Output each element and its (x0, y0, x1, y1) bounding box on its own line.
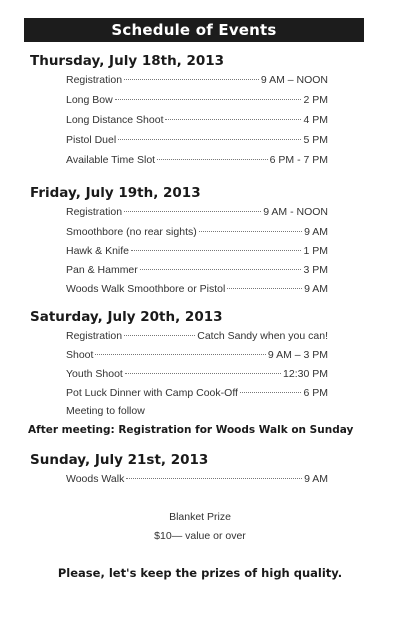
prize-title: Blanket Prize (169, 511, 231, 523)
event-label: Hawk & Knife (66, 245, 130, 257)
event-row (66, 283, 328, 299)
event-time: 9 AM - NOON (263, 206, 328, 218)
leader-dots (157, 159, 268, 160)
event-label: Registration (66, 206, 123, 218)
event-label: Available Time Slot (66, 154, 156, 166)
leader-dots (124, 335, 195, 336)
leader-dots (227, 288, 302, 289)
page-title: Schedule of Events (24, 18, 364, 42)
event-time: 4 PM (303, 114, 328, 126)
event-row (66, 264, 328, 280)
event-row (66, 206, 328, 222)
leader-dots (240, 392, 302, 393)
event-time: 6 PM (303, 387, 328, 399)
event-label: Youth Shoot (66, 368, 123, 380)
event-row (66, 473, 328, 489)
event-time: 2 PM (303, 94, 328, 106)
event-time: 9 AM – 3 PM (267, 349, 328, 361)
event-label: Pan & Hammer (66, 264, 138, 276)
event-label: Woods Walk Smoothbore or Pistol (66, 283, 226, 295)
event-time: 3 PM (303, 264, 328, 276)
event-row (66, 245, 328, 261)
leader-dots (125, 373, 281, 374)
event-row (66, 154, 328, 170)
event-row (66, 114, 328, 130)
registration-note: After meeting: Registration for Woods Walk on Sunday (28, 424, 354, 436)
event-label: Registration (66, 330, 123, 342)
leader-dots (124, 79, 259, 80)
event-time: 12:30 PM (283, 368, 328, 380)
day-heading-saturday: Saturday, July 20th, 2013 (30, 309, 223, 325)
leader-dots (199, 231, 302, 232)
leader-dots (126, 478, 302, 479)
event-row (66, 74, 328, 90)
event-label: Shoot (66, 349, 94, 361)
event-label: Long Bow (66, 94, 113, 106)
event-time: 9 AM (304, 283, 328, 295)
event-label: Woods Walk (66, 473, 125, 485)
event-row (66, 330, 328, 346)
leader-dots (124, 211, 261, 212)
event-label: Pistol Duel (66, 134, 117, 146)
event-row (66, 349, 328, 365)
event-time: 9 AM – NOON (260, 74, 328, 86)
leader-dots (131, 250, 301, 251)
event-time: 9 AM (304, 473, 328, 485)
event-time: 9 AM (304, 226, 328, 238)
event-label: Smoothbore (no rear sights) (66, 226, 197, 238)
leader-dots (140, 269, 302, 270)
day-heading-thursday: Thursday, July 18th, 2013 (30, 53, 225, 69)
leader-dots (118, 139, 301, 140)
event-time: 6 PM - 7 PM (269, 154, 328, 166)
event-time: 5 PM (303, 134, 328, 146)
prize-value: $10— value or over (154, 530, 246, 542)
day-heading-sunday: Sunday, July 21st, 2013 (30, 452, 209, 468)
event-followup: Meeting to follow (66, 405, 145, 417)
leader-dots (165, 119, 301, 120)
leader-dots (95, 354, 265, 355)
footer-note: Please, let's keep the prizes of high quality. (57, 566, 343, 580)
event-label: Long Distance Shoot (66, 114, 164, 126)
event-label: Registration (66, 74, 123, 86)
event-time: Catch Sandy when you can! (197, 330, 328, 342)
event-row (66, 387, 328, 403)
event-row (66, 368, 328, 384)
day-heading-friday: Friday, July 19th, 2013 (30, 185, 201, 201)
event-time: 1 PM (303, 245, 328, 257)
leader-dots (115, 99, 302, 100)
event-row (66, 134, 328, 150)
event-row (66, 94, 328, 110)
event-label: Pot Luck Dinner with Camp Cook-Off (66, 387, 238, 399)
event-row (66, 226, 328, 242)
